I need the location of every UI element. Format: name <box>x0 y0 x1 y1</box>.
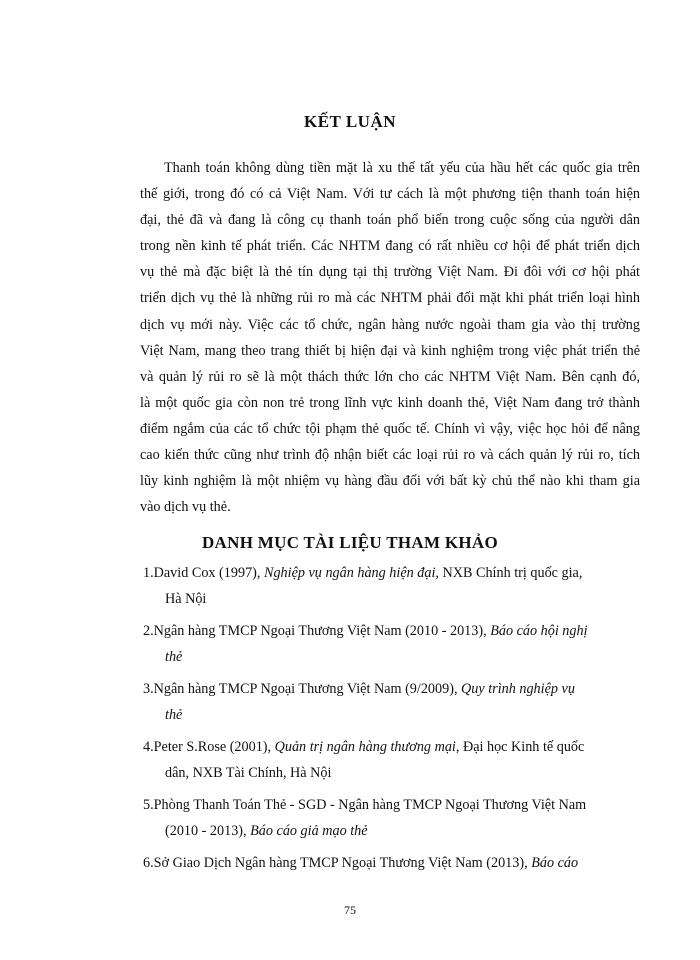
reference-item <box>143 618 643 670</box>
paragraph-line: vụ thẻ mà đặc biệt là thẻ tín dụng tại thị trường Việt Nam. Đi đôi với cơ hội phát <box>140 264 640 281</box>
paragraph-line: điểm ngắm của các tổ chức tội phạm thẻ quốc tế. Chính vì vậy, việc học hỏi để nâng <box>140 420 640 437</box>
references-list <box>143 560 643 882</box>
ref-title: thẻ <box>165 649 183 665</box>
ref-text: Hà Nội <box>165 591 207 607</box>
ref-title: Quy trình nghiệp vụ <box>461 681 575 697</box>
paragraph-line: đại, thẻ đã và đang là công cụ thanh toán phổ biến trong cuộc sống của người dân <box>140 212 640 229</box>
paragraph-line: và quản lý rủi ro sẽ là một thách thức lớn cho các NHTM Việt Nam. Bên cạnh đó, <box>140 368 640 385</box>
ref-text: (2010 - 2013), <box>165 823 251 839</box>
ref-title: Báo cáo hội nghị <box>490 623 588 639</box>
ref-text: 3.Ngân hàng TMCP Ngoại Thương Việt Nam (9/2009), <box>143 681 462 697</box>
ref-text: , NXB Chính trị quốc gia, <box>435 565 583 581</box>
ref-text: 1.David Cox (1997), <box>143 565 264 581</box>
paragraph-line: là một quốc gia còn non trẻ trong lĩnh vực kinh doanh thẻ, Việt Nam đang trở thành <box>140 394 640 411</box>
reference-item <box>143 792 643 844</box>
ref-text: dân, NXB Tài Chính, Hà Nội <box>165 765 332 781</box>
ref-title: Báo cáo giả mạo thẻ <box>250 823 368 839</box>
references-title: DANH MỤC TÀI LIỆU THAM KHẢO <box>201 533 499 552</box>
ref-text: 6.Sở Giao Dịch Ngân hàng TMCP Ngoại Thương Việt Nam (2013), <box>143 855 532 871</box>
reference-item <box>143 560 643 612</box>
paragraph-line: Việt Nam, mang theo trang thiết bị hiện đại và kinh nghiệm trong việc phát triển thẻ <box>140 342 640 359</box>
ref-title: Báo cáo <box>531 855 579 871</box>
paragraph-line: cao kiến thức cũng như trình độ nhận biết các loại rủi ro và cách quản lý rủi ro, tích <box>140 447 640 464</box>
ref-text: 5.Phòng Thanh Toán Thẻ - SGD - Ngân hàng TMCP Ngoại Thương Việt Nam <box>143 797 587 813</box>
ref-text: 2.Ngân hàng TMCP Ngoại Thương Việt Nam (2010 - 2013), <box>143 623 491 639</box>
ref-title: Nghiệp vụ ngân hàng hiện đại <box>263 565 436 581</box>
conclusion-title: KẾT LUẬN <box>303 112 396 131</box>
ref-title: thẻ <box>165 707 183 723</box>
reference-item <box>143 734 643 786</box>
paragraph-line: thế giới, trong đó có cả Việt Nam. Với tư cách là một phương tiện thanh toán hiện <box>140 186 640 203</box>
paragraph-line: triển dịch vụ thẻ là những rủi ro mà các NHTM phải đối mặt khi phát triển loại hình <box>140 290 640 307</box>
paragraph-line: vào dịch vụ thẻ. <box>140 499 231 516</box>
paragraph-line: Thanh toán không dùng tiền mặt là xu thế tất yếu của hầu hết các quốc gia trên <box>164 160 640 176</box>
paragraph-line: trong nền kinh tế phát triển. Các NHTM đang có rất nhiều cơ hội để phát triển dịch <box>140 238 640 255</box>
paragraph-line: dịch vụ mới này. Việc các tổ chức, ngân hàng nước ngoài tham gia vào thị trường <box>140 316 640 333</box>
ref-text: , Đại học Kinh tế quốc <box>455 739 585 755</box>
ref-title: Quản trị ngân hàng thương mại <box>274 739 456 755</box>
conclusion-paragraph <box>140 155 640 520</box>
paragraph-line: lũy kinh nghiệm là một nhiệm vụ hàng đầu đối với bất kỳ chủ thể nào khi tham gia <box>140 473 640 490</box>
ref-text: 4.Peter S.Rose (2001), <box>143 739 275 755</box>
page-number: 75 <box>344 903 356 917</box>
reference-item <box>143 850 643 876</box>
reference-item <box>143 676 643 728</box>
